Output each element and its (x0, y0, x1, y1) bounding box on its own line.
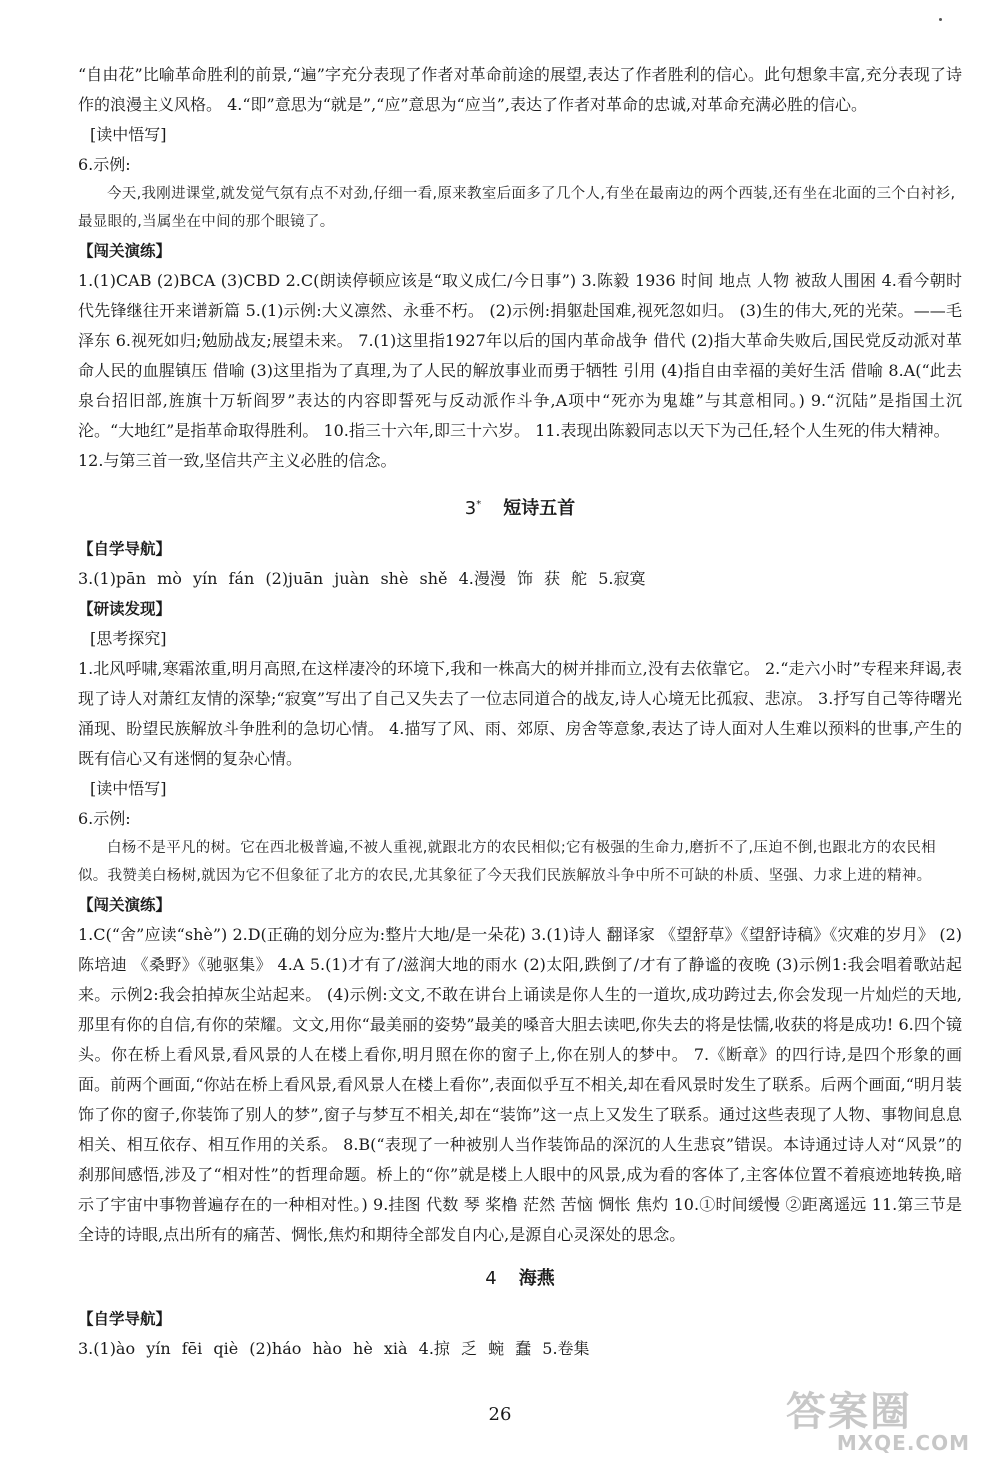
example-handwritten-text: 今天,我刚进课堂,就发觉气氛有点不对劲,仔细一看,原来教室后面多了几个人,有坐在最南边的两个西装,还有坐在北面的三个白衬衫,最显眼的,当属坐在中间的那个眼镜了。 (78, 186, 956, 230)
corner-mark (939, 18, 942, 21)
study-discovery-label: 【研读发现】 (78, 600, 172, 618)
section-title-3 (78, 490, 962, 524)
self-study-label-4: 【自学导航】 (78, 1310, 172, 1328)
reading-writing-label: [读中悟写] (90, 125, 167, 144)
practice-label: 【闯关演练】 (78, 242, 172, 260)
practice-answers-2: 1.C(“舍”应读“shè”) 2.D(正确的划分应为:整片大地/是一朵花) 3.(1)诗人 翻译家 《望舒草》《望舒诗稿》《灾难的岁月》 (2)陈培迪 《桑野》《驰驱集》 4.A 5.(1)才有了/滋润大地的雨水 (2)太阳,跌倒了/才有了静谧的夜晚 (3)示例1:我会唱着歌站起来。示例2:我会拍掉灰尘站起来。 (4)示例:文文,不敢在讲台上诵读是你人生的一道坎,成功跨过去,你会发现一片灿烂的天地,那里有你的自信,有你的荣耀。文文,用你“最美丽的姿势”最美的嗓音大胆去读吧,你失去的将是怯懦,收获的将是成功! 6.四个镜头。你在桥上看风景,看风景的人在楼上看你,明月照在你的窗子上,你在别人的梦中。 7.《断章》的四行诗,是四个形象的画面。前两个画面,“你站在桥上看风景,看风景人在楼上看你”,表面似乎互不相关,却在看风景时发生了联系。后两个画面,“明月装饰了你的窗子,你装饰了别人的梦”,窗子与梦互不相关,却在“装饰”这一点上又发生了联系。通过这些表现了人物、事物间息息相关、相互依存、相互作用的关系。 8.B(“表现了一种被别人当作装饰品的深沉的人生悲哀”错误。本诗通过诗人对“风景”的刹那间感悟,涉及了“相对性”的哲理命题。桥上的“你”就是楼上人眼中的风景,成为看的客体了,主客体位置不着痕迹地转换,暗示了宇宙中事物普遍存在的一种相对性。) 9.挂图 代数 琴 桨橹 茫然 苦恼 惆怅 焦灼 10.①时间缓慢 ②距离遥远 11.第三节是全诗的诗眼,点出所有的痛苦、惆怅,焦灼和期待全部发自内心,是源自心灵深处的思念。 (78, 925, 962, 1244)
practice-answers: 1.(1)CAB (2)BCA (3)CBD 2.C(朗读停顿应该是“取义成仁/今日事”) 3.陈毅 1936 时间 地点 人物 被敌人围困 4.看今朝时代先锋继往开来谱新篇 5.(1)示例:大义凛然、永垂不朽。 (2)示例:捐躯赴国难,视死忽如归。 (3)生的伟大,死的光荣。——毛泽东 6.视死如归;勉励战友;展望未来。 7.(1)这里指1927年以后的国内革命战争 借代 (2)指大革命失败后,国民党反动派对革命人民的血腥镇压 借喻 (3)这里指为了真理,为了人民的解放事业而勇于牺牲 引用 (4)指自由幸福的美好生活 借喻 8.A(“此去泉台招旧部,旌旗十万斩阎罗”表达的内容即誓死与反动派作斗争,A项中“死亦为鬼雄”与其意相同。) 9.“沉陆”是指国土沉沦。“大地红”是指革命取得胜利。 10.指三十六年,即三十六岁。 11.表现出陈毅同志以天下为己任,轻个人生死的伟大精神。 (78, 271, 962, 440)
watermark-logo (786, 1389, 976, 1456)
page-number: 26 (488, 1404, 512, 1425)
section-title-text-4: 海燕 (518, 1268, 555, 1289)
section-title-4 (78, 1264, 962, 1294)
example-label-2: 6.示例: (78, 809, 131, 828)
practice-label-2: 【闯关演练】 (78, 896, 172, 914)
paragraph-continuation: “自由花”比喻革命胜利的前景,“遍”字充分表现了作者对革命前途的展望,表达了作者胜利的信心。此句想象丰富,充分表现了诗作的浪漫主义风格。 4.“即”意思为“就是”,“应”意思为“应当”,表达了作者对革命的忠诚,对革命充满必胜的信心。 (78, 65, 962, 114)
practice-answers-end: 12.与第三首一致,坚信共产主义必胜的信念。 (78, 451, 397, 470)
think-explore-answers: 1.北风呼啸,寒霜浓重,明月高照,在这样凄冷的环境下,我和一株高大的树并排而立,没有去依靠它。 2.“走六小时”专程来拜谒,表现了诗人对萧红友情的深挚;“寂寞”写出了自己又失去了一位志同道合的战友,诗人心境无比孤寂、悲凉。 3.抒写自己等待曙光涌现、盼望民族解放斗争胜利的急切心情。 4.描写了风、雨、郊原、房舍等意象,表达了诗人面对人生难以预料的世事,产生的既有信心又有迷惘的复杂心情。 (78, 659, 962, 768)
watermark-top-text: 答案圈 (786, 1389, 912, 1435)
example-label: 6.示例: (78, 155, 131, 174)
section-number: 3* (464, 498, 482, 519)
self-study-answers: 3.(1)pān mò yín fán (2)juān juàn shè shě 4.漫漫 饰 获 舵 5.寂寞 (78, 569, 646, 588)
section-title-text: 短诗五首 (503, 498, 576, 519)
watermark-bottom-text: MXQE.COM (836, 1431, 970, 1455)
self-study-answers-4: 3.(1)ào yín fēi qiè (2)háo hào hè xià 4.掠 乏 蜿 蠢 5.卷集 (78, 1339, 590, 1358)
example-handwritten-text-2: 白杨不是平凡的树。它在西北极普遍,不被人重视,就跟北方的农民相似;它有极强的生命力,磨折不了,压迫不倒,也跟北方的农民相似。我赞美白杨树,就因为它不但象征了北方的农民,尤其象征了今天我们民族解放斗争中所不可缺的朴质、坚强、力求上进的精神。 (78, 840, 936, 884)
page-content (78, 60, 962, 1364)
think-explore-label: [思考探究] (90, 629, 167, 648)
self-study-label: 【自学导航】 (78, 540, 172, 558)
reading-writing-label-2: [读中悟写] (90, 779, 167, 798)
section-number-4: 4 (485, 1268, 497, 1289)
